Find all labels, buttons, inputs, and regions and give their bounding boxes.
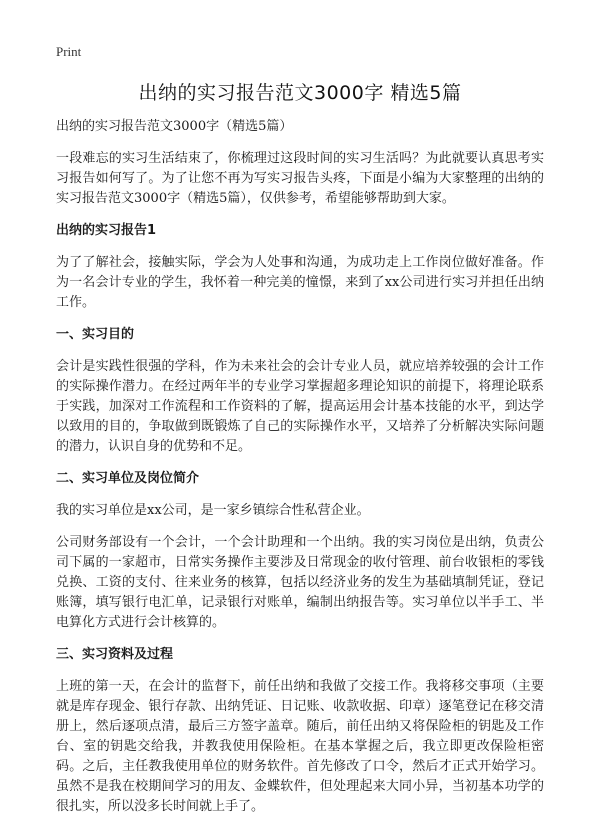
intro-paragraph: 一段难忘的实习生活结束了，你梳理过这段时间的实习生活吗？为此就要认真思考实习报告如何写了。为了让您不再为写实习报告头疼，下面是小编为大家整理的出纳的实习报告范文3000字（精选5篇），仅供参考，希望能够帮助到大家。	[56, 151, 544, 206]
section-company-paragraph-1: 我的实习单位是xx公司，是一家乡镇综合性私营企业。	[56, 503, 370, 518]
section-company-heading: 二、实习单位及岗位简介	[56, 471, 200, 486]
article-subtitle: 出纳的实习报告范文3000字（精选5篇）	[56, 119, 293, 134]
article-body	[56, 117, 544, 829]
page-title: 出纳的实习报告范文3000字 精选5篇	[138, 82, 462, 104]
section-purpose-paragraph: 会计是实践性很强的学科，作为未来社会的会计专业人员，就应培养较强的会计工作的实际操作潜力。在经过两年半的专业学习掌握超多理论知识的前提下，将理论联系于实践，加深对工作流程和工作资料的了解，提高运用会计基本技能的水平，到达学以致用的目的，争取做到既锻炼了自己的实际操作水平，又培养了分析解决实际问题的潜力，认识自身的优势和不足。	[56, 359, 544, 454]
section-process-paragraph: 上班的第一天，在会计的监督下，前任出纳和我做了交接工作。我将移交事项（主要就是库存现金、银行存款、出纳凭证、日记账、收款收据、印章）逐笔登记在移交清册上，然后逐项点清，最后三方签字盖章。随后，前任出纳又将保险柜的钥匙及工作台、室的钥匙交给我，并教我使用保险柜。在基本掌握之后，我立即更改保险柜密码。之后，主任教我使用单位的财务软件。首先修改了口令，然后才正式开始学习。虽然不是我在校期间学习的用友、金蝶软件，但处理起来大同小异，当初基本功学的很扎实，所以没多长时间就上手了。	[56, 679, 544, 814]
section-company-paragraph-2: 公司财务部设有一个会计，一个会计助理和一个出纳。我的实习岗位是出纳，负责公司下属的一家超市，日常实务操作主要涉及日常现金的收付管理、前台收银柜的零钱兑换、工资的支付、往来业务的核算，包括以经济业务的发生为基础填制凭证，登记账簿，填写银行电汇单，记录银行对账单，编制出纳报告等。实习单位以半手工、半电算化方式进行会计核算的。	[56, 535, 544, 630]
print-link[interactable]: Print	[56, 44, 82, 59]
report-heading: 出纳的实习报告1	[56, 223, 157, 238]
section-process-heading: 三、实习资料及过程	[56, 647, 174, 662]
report-intro-paragraph: 为了了解社会，接触实际，学会为人处事和沟通，为成功走上工作岗位做好准备。作为一名会计专业的学生，我怀着一种完美的憧憬，来到了xx公司进行实习并担任出纳工作。	[56, 255, 544, 310]
section-purpose-heading: 一、实习目的	[56, 327, 135, 342]
